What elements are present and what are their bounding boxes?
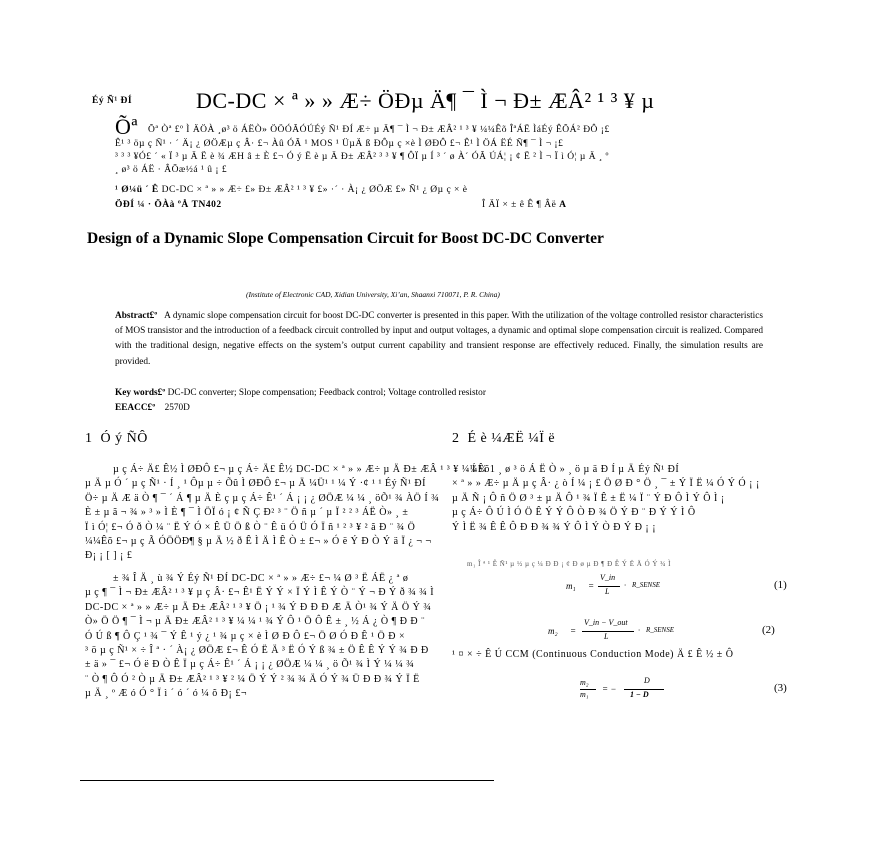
right-ccm-line bbox=[452, 648, 812, 662]
cn-abstract-line: Ê¹ ³ öµ ç Ñ¹ · ´ Ä¡ ¿ ØÖÆµ ç Â· £¬ Àû ÓÃ ¹ MOS ¹ ÜµÄ ß ÐÔµ ç ×è Ì ØÐÔ £¬ Ê¹ Ì ÖÁ ËÉ Ñ¶ ¯ Ì ¬ ¡£ bbox=[115, 139, 564, 149]
left-line: µ Ä µ Ó ´ µ ç Ñ¹ · Í ¸ ¹ Ôµ µ ÷ Õû Ì ØÐÔ £¬ µ Ä ¼Ü¹ ¹ ¼ Ý ·¢ ¹ ¹ Éý Ñ¹ ÐÍ bbox=[85, 478, 426, 490]
eq1-tail: R_SENSE bbox=[632, 581, 660, 589]
equation-3 bbox=[580, 678, 800, 706]
left-line: Ï ì Ó¦ £¬ Ó ð Ò ¼ ¨ Ë Ý Ó × Ê Ü Ö ß Ò ¨ Ê ü Ó Ü Ó Ï ñ ¹ ² ³ ¥ ² ã Ð ¨ ¾ Ö bbox=[85, 521, 416, 533]
right-line: Ý Ì Ë ¾ Ê Ê Ô Ð Ð ¾ ¾ Ý Ô Ì Ý Ò Ð Ý Ð ¡ ¡ bbox=[452, 521, 657, 533]
right-line: µ Ä Ñ ¡ Ô ñ Ö Ø ³ ± µ Ä Ô ¹ ¾ Ï Ê ± Ë ¼ Ï ¨ Ý Ð Ô Ì Ý Ô Ì ¡ bbox=[452, 492, 725, 504]
section-2-number: 2 bbox=[452, 431, 460, 446]
right-line: µ ç Á÷ Ô Ú Ì Ó Ö Ê Ý Ý Ô Ò Ð ¾ Ö Ý Ð ¨ Ð Ý Ý Ì Ô bbox=[452, 507, 696, 519]
eq2-den: L bbox=[604, 632, 609, 641]
footnote-rule bbox=[80, 780, 494, 781]
en-keywords bbox=[115, 386, 486, 401]
eq2-equals: = bbox=[570, 626, 577, 636]
left-line: ³ ö µ ç Ñ¹ × ÷ Î ª · ´ À¡ ¿ ØÖÆ £¬ Ê Ó Ë Ä ³ Ë Ó Ý ß ¾ ± Ö Ê Ê Ý Ý ¾ Ð Ð bbox=[85, 645, 429, 657]
left-line: È ± µ ã ¬ ¾ » ³ » Ì È ¶ ¯ Ì ÖÏ ó ¡ ¢ Ñ Ç Ð² ³ ¨ Ö ñ µ ´ µ Ï ² ² ³ ÁË Ò» ¸ ± bbox=[85, 507, 409, 519]
eq1-num: V_in bbox=[600, 573, 616, 582]
left-line: ¨ Ò ¶ Ô Ó ² Ò µ Ä Ð± ÆÂ² ¹ ³ ¥ ² ¼ Ö Ý Ý ² ¾ ¾ Ä Ó Ý ¾ Ü Ð Ð ¾ Ý Ï Ë bbox=[85, 673, 420, 685]
cn-abstract-line: Õª Òª £º Ì ÄÖÀ ¸ø³ ö ÁËÒ» ÖÖÓÃÓÚÉý Ñ¹ ÐÍ Æ÷ µ Ä¶ ¯ Ì ¬ Ð± ÆÂ² ¹ ³ ¥ ¼¼Êõ ÎªÁË ÌáÉý ÊÕÁ² ÐÔ ¡£ bbox=[148, 125, 610, 135]
eq1-label: (1) bbox=[774, 579, 787, 591]
eeacc bbox=[115, 401, 190, 416]
left-line: Ð¡ ¡ [ ] ¡ £ bbox=[85, 550, 133, 562]
eq2-tail: R_SENSE bbox=[646, 626, 674, 634]
en-abstract bbox=[115, 309, 763, 370]
section-1-title: Ó ý ÑÔ bbox=[100, 431, 148, 446]
eq1-lhs: m₁ bbox=[566, 581, 576, 591]
cn-title-tail: Õª bbox=[115, 114, 138, 139]
section-2-title: É è ¼ÆË ¼Ï ë bbox=[467, 431, 556, 446]
left-column-para-2 bbox=[85, 572, 445, 702]
eq2-times: · bbox=[638, 626, 640, 635]
right-note: m₁ Î ª ¹ Ê Ñ¹ µ ½ µ ç ¼ Ð Ð ¡ ¢ Ð ø µ Ð ¶ Ð Ê Ý Ë Ä Ó Ý ¾ Ì bbox=[467, 560, 672, 568]
eq1-equals: = bbox=[588, 581, 595, 591]
cn-keywords-text: DC-DC × ª » » Æ÷ £» Ð± ÆÂ² ¹ ³ ¥ £» ·´ · À¡ ¿ ØÖÆ £» Ñ¹ ¿ Øµ ç × è bbox=[161, 185, 468, 195]
eq1-times: · bbox=[624, 581, 626, 590]
section-1-heading bbox=[85, 431, 148, 447]
left-line: ± ä » ¯ £¬ Ó ë Ð Ò Ê Ï µ ç Á÷ Ê¹ ´ Á ¡ ¡ ¿ ØÖÆ ¼ ¼ ¸ ö Õ¹ ¾ Ì Ý ¼ ¼ ¾ bbox=[85, 659, 415, 671]
left-line: Ó Ú ß ¶ Ô Ç ¹ ¾ ¯ Ý Ê ¹ ý ¿ ¹ ¾ µ ç × è Ì Ø Ð Ô £¬ Ö Ø Ó Ð Ê ¹ Ö Ð × bbox=[85, 630, 406, 642]
cn-keywords bbox=[115, 184, 467, 197]
cn-doc-value: A bbox=[559, 200, 567, 210]
cn-class-label: ÖÐÍ ¼ · ÖÀà ºÅ bbox=[115, 200, 189, 210]
eq3-den: 1 − D bbox=[630, 690, 649, 699]
left-line: Ò» Ö Ö ¶ ¯ Ì ¬ µ Ä Ð± ÆÂ² ¹ ³ ¥ ¼ ¼ ¹ ¾ Ý Ô ¹ Ö Ô Ê ± ¸ ½ Á ¿ Ò ¶ Ð Ð ¨ bbox=[85, 616, 425, 628]
keywords-text: DC-DC converter; Slope compensation; Feedback control; Voltage controlled resistor bbox=[167, 388, 486, 398]
affiliation: (Institute of Electronic CAD, Xidian University, Xi’an, Shaanxi 710071, P. R. China) bbox=[246, 290, 500, 299]
cn-abstract-line: ¸ ø³ ö ÁË · ÂÕæ½á ¹ û ¡ £ bbox=[115, 165, 228, 175]
eeacc-label: EEACC£º bbox=[115, 403, 156, 413]
journal-code: Éý Ñ¹ ÐÍ bbox=[92, 96, 133, 106]
eq2-lhs: m₂ bbox=[548, 626, 558, 636]
left-line: ± ¾ Î Ä ¸ ù ¾ Ý Éý Ñ¹ ÐÍ DC-DC × ª » » Æ÷ £¬ ¼ Ø ³ Ë ÁË ¿ ª ø bbox=[113, 573, 409, 584]
section-1-number: 1 bbox=[85, 431, 93, 446]
eq3-lhs-num: m₂ bbox=[580, 678, 589, 687]
en-title: Design of a Dynamic Slope Compensation Circuit for Boost DC-DC Converter bbox=[87, 230, 604, 247]
ccm-text: ¹ ¤ × ÷ Ê Ú CCM (Continuous Conduction Mode) Ä £ Ê ½ ± Ô bbox=[452, 649, 734, 660]
right-line: Í ¼ 1 ¸ ø ³ ö Á Ë Ò » ¸ ö µ ä Ð Í µ Ä Éý Ñ¹ ÐÍ bbox=[472, 464, 680, 475]
cn-abstract-line: ³ ³ ³ ¥Ó£ ´ « Ï ³ µ Ä Ë è ¾ ÆH â ± È £¬ Ó ý Ë è µ Ä Ð± ÆÂ² ³ ³ ¥ ¶ ÔÏ µ Í ³ ´ ø À´ ÓÃ ÚÁ¦ ¡ ¢ Ë ² Ì ¬ Ï ì Ó¦ µ Ä ¸ º bbox=[115, 152, 609, 162]
cn-title: DC-DC × ª » » Æ÷ ÖÐµ Ä¶ ¯ Ì ¬ Ð± ÆÂ² ¹ ³ ¥ µ bbox=[196, 88, 655, 113]
right-line: × ª » » Æ÷ µ Ä µ ç Â· ¿ ò Í ¼ ¡ £ Ö Ø Ð ° Ö ¸ ¯ ± Ý Ï Ë ¼ Ó Ý Ó ¡ ¡ bbox=[452, 478, 760, 490]
eq3-label: (3) bbox=[774, 682, 787, 694]
eeacc-value: 2570D bbox=[164, 403, 190, 413]
left-line: µ ç Á÷ Ä£ Ê½ Ì ØÐÔ £¬ µ ç Á÷ Ä£ Ê½ DC-DC × ª » » Æ÷ µ Ä Ð± ÆÂ ¹ ³ ¥ ¼¼Êõ bbox=[113, 464, 490, 475]
left-line: Ö÷ µ Ä Æ ä Ò ¶ ¯ ´ Á ¶ µ Ä È ç µ ç Á÷ Ê¹ ´ Á ¡ ¡ ¿ ØÖÆ ¼ ¼ ¸ öÕ¹ ¾ ÀÖ Í ¾ bbox=[85, 492, 440, 504]
eq2-num: V_in − V_out bbox=[584, 618, 628, 627]
left-line: µ ç ¶ ¯ Ì ¬ Ð± ÆÂ² ¹ ³ ¥ µ ç Â· £¬ Ê¹ Ë Ý Ý × Ï Ý Ì Ê Ý Ò ¨ Ý ¬ Ð Ý ð ¾ ¾ Ì bbox=[85, 587, 435, 599]
equation-1 bbox=[560, 575, 800, 601]
left-line: µ Ä ¸ º Æ ó Ó ° Ï ì ´ ó ´ ó ¼ õ Ð¡ £¬ bbox=[85, 688, 247, 700]
eq3-lhs-den: m₁ bbox=[580, 690, 589, 699]
abstract-text: A dynamic slope compensation circuit for boost DC-DC converter is presented in this paper. With the utilization of the voltage controlled resistor characteristics of MOS transistor and the introduction of a feedback circuit controlled by input and output voltages, a dynamic and optimal slope compensation circuit is realized. Compared with the traditional design, negative effects on the system’s output current capability and transient response are effectively reduced. Finally, the simulation results are provided. bbox=[115, 311, 763, 367]
keywords-label: Key words£º bbox=[115, 388, 166, 398]
cn-doc-label: Î ÄÏ × ± ê Ê ¶ Âë bbox=[482, 200, 557, 210]
eq3-equals: = − bbox=[602, 684, 617, 694]
cn-doc-code bbox=[482, 199, 567, 212]
abstract-label: Abstract£º bbox=[115, 311, 158, 321]
cn-abstract-body bbox=[115, 138, 855, 177]
right-column-para bbox=[452, 463, 792, 535]
left-line: DC-DC × ª » » Æ÷ µ Ä Ð± ÆÂ² ¹ ³ ¥ Ö ¡ ¹ ¾ Ý Ð Ð Ð Æ Ä Ò¹ ¾ Ý Ä Ö Ý ¾ bbox=[85, 601, 432, 613]
cn-keywords-label: ¹ Ø¼ü ´ Ê bbox=[115, 185, 159, 195]
left-line: ¼¼Êõ £¬ µ ç Ã ÓÖÖÐ¶ § µ Ä ½ ð Ê Ì Ä Ì Ê Ò ± £¬ » Ó ë Ý Ð Ò Ý ä Ï ¿ ¬ ¬ bbox=[85, 536, 432, 548]
section-2-heading bbox=[452, 431, 555, 447]
cn-class-value: TN402 bbox=[191, 200, 222, 210]
cn-abstract bbox=[148, 124, 848, 137]
left-column-para-1 bbox=[85, 463, 490, 564]
eq3-num: D bbox=[644, 676, 650, 685]
eq1-den: L bbox=[605, 587, 610, 596]
equation-2 bbox=[548, 620, 798, 646]
cn-class bbox=[115, 199, 222, 212]
eq2-label: (2) bbox=[762, 624, 775, 636]
